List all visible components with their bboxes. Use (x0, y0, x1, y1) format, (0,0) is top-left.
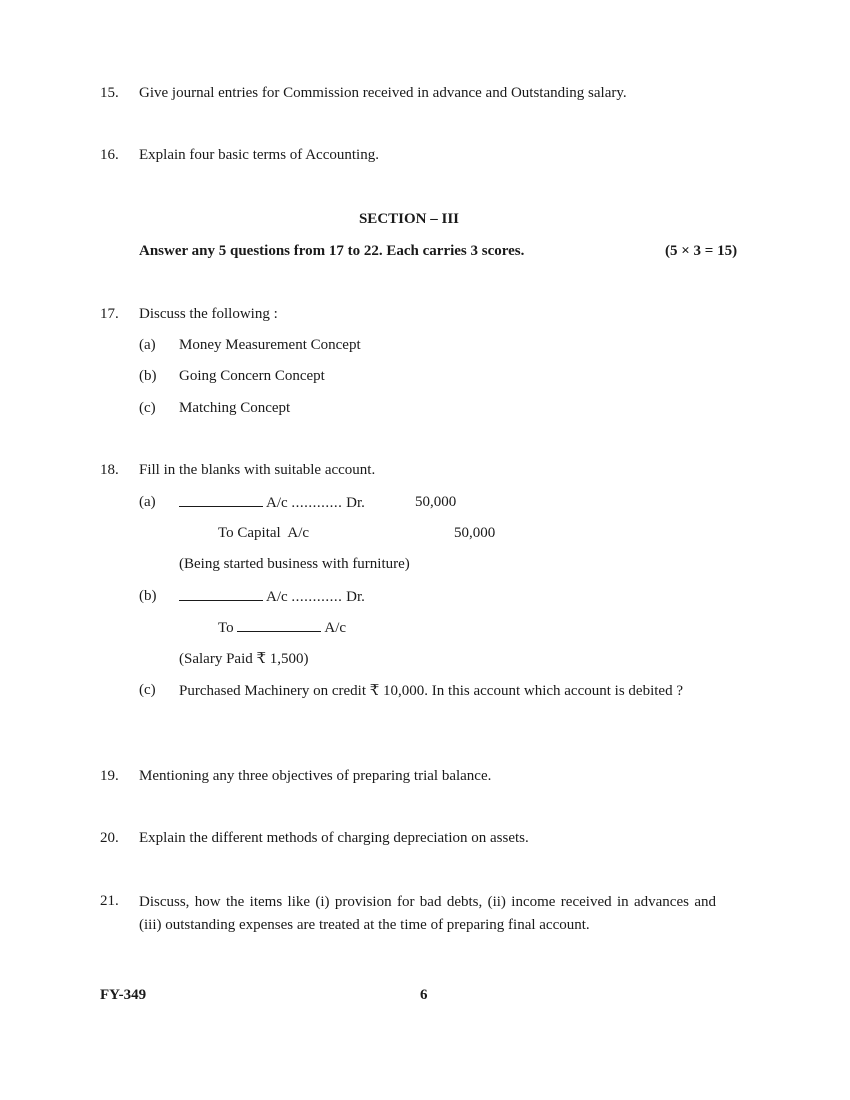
journal-debit-line (179, 586, 365, 607)
question-number: 15. (100, 85, 119, 101)
dots: ............ (291, 589, 343, 605)
question-number: 21. (100, 893, 119, 909)
item-text: Purchased Machinery on credit ₹ 10,000. In this account which account is debited ? (179, 683, 683, 699)
dr-label: Dr. (346, 589, 365, 605)
question-text: Give journal entries for Commission received in advance and Outstanding salary. (139, 85, 627, 101)
debit-account: A/c (266, 589, 288, 605)
question-number: 18. (100, 462, 119, 478)
to-label: To (218, 620, 234, 636)
section-marks: (5 × 3 = 15) (665, 243, 738, 259)
item-text: Going Concern Concept (179, 368, 325, 384)
answer-blank[interactable] (179, 586, 263, 601)
item-label: (a) (139, 337, 156, 353)
journal-debit-line (179, 492, 365, 513)
answer-blank[interactable] (179, 492, 263, 507)
item-label: (c) (139, 400, 156, 416)
question-text: Mentioning any three objectives of preparing trial balance. (139, 768, 492, 784)
item-label: (a) (139, 494, 156, 510)
item-label: (c) (139, 682, 156, 698)
narration: (Salary Paid ₹ 1,500) (179, 651, 309, 667)
debit-amount: 50,000 (415, 494, 457, 510)
paper-code: FY-349 (100, 987, 147, 1003)
to-label: To (218, 525, 234, 541)
question-text: Discuss, how the items like (i) provision for bad debts, (ii) income received in advances and (iii) outstanding expenses are treated at the time of preparing final account. (139, 894, 716, 933)
narration: (Being started business with furniture) (179, 556, 410, 572)
question-number: 19. (100, 768, 119, 784)
dots: ............ (291, 495, 343, 511)
question-number: 17. (100, 306, 119, 322)
journal-credit-line (218, 523, 309, 543)
debit-account: A/c (266, 495, 288, 511)
item-text: Matching Concept (179, 400, 291, 416)
section-instruction: Answer any 5 questions from 17 to 22. Each carries 3 scores. (139, 243, 525, 259)
question-number: 16. (100, 147, 119, 163)
item-label: (b) (139, 588, 157, 604)
credit-amount: 50,000 (454, 525, 496, 541)
section-title: SECTION – III (358, 211, 460, 227)
credit-account: Capital A/c (237, 525, 310, 541)
page-number: 6 (420, 987, 428, 1003)
item-label: (b) (139, 368, 157, 384)
question-text: Discuss the following : (139, 306, 278, 322)
question-number: 20. (100, 830, 119, 846)
item-text: Money Measurement Concept (179, 337, 361, 353)
credit-account: A/c (324, 620, 347, 636)
question-text: Fill in the blanks with suitable account. (139, 462, 376, 478)
journal-credit-line (218, 617, 346, 638)
dr-label: Dr. (346, 495, 365, 511)
question-text: Explain the different methods of charging depreciation on assets. (139, 830, 529, 846)
question-text: Explain four basic terms of Accounting. (139, 147, 379, 163)
answer-blank[interactable] (237, 617, 321, 632)
